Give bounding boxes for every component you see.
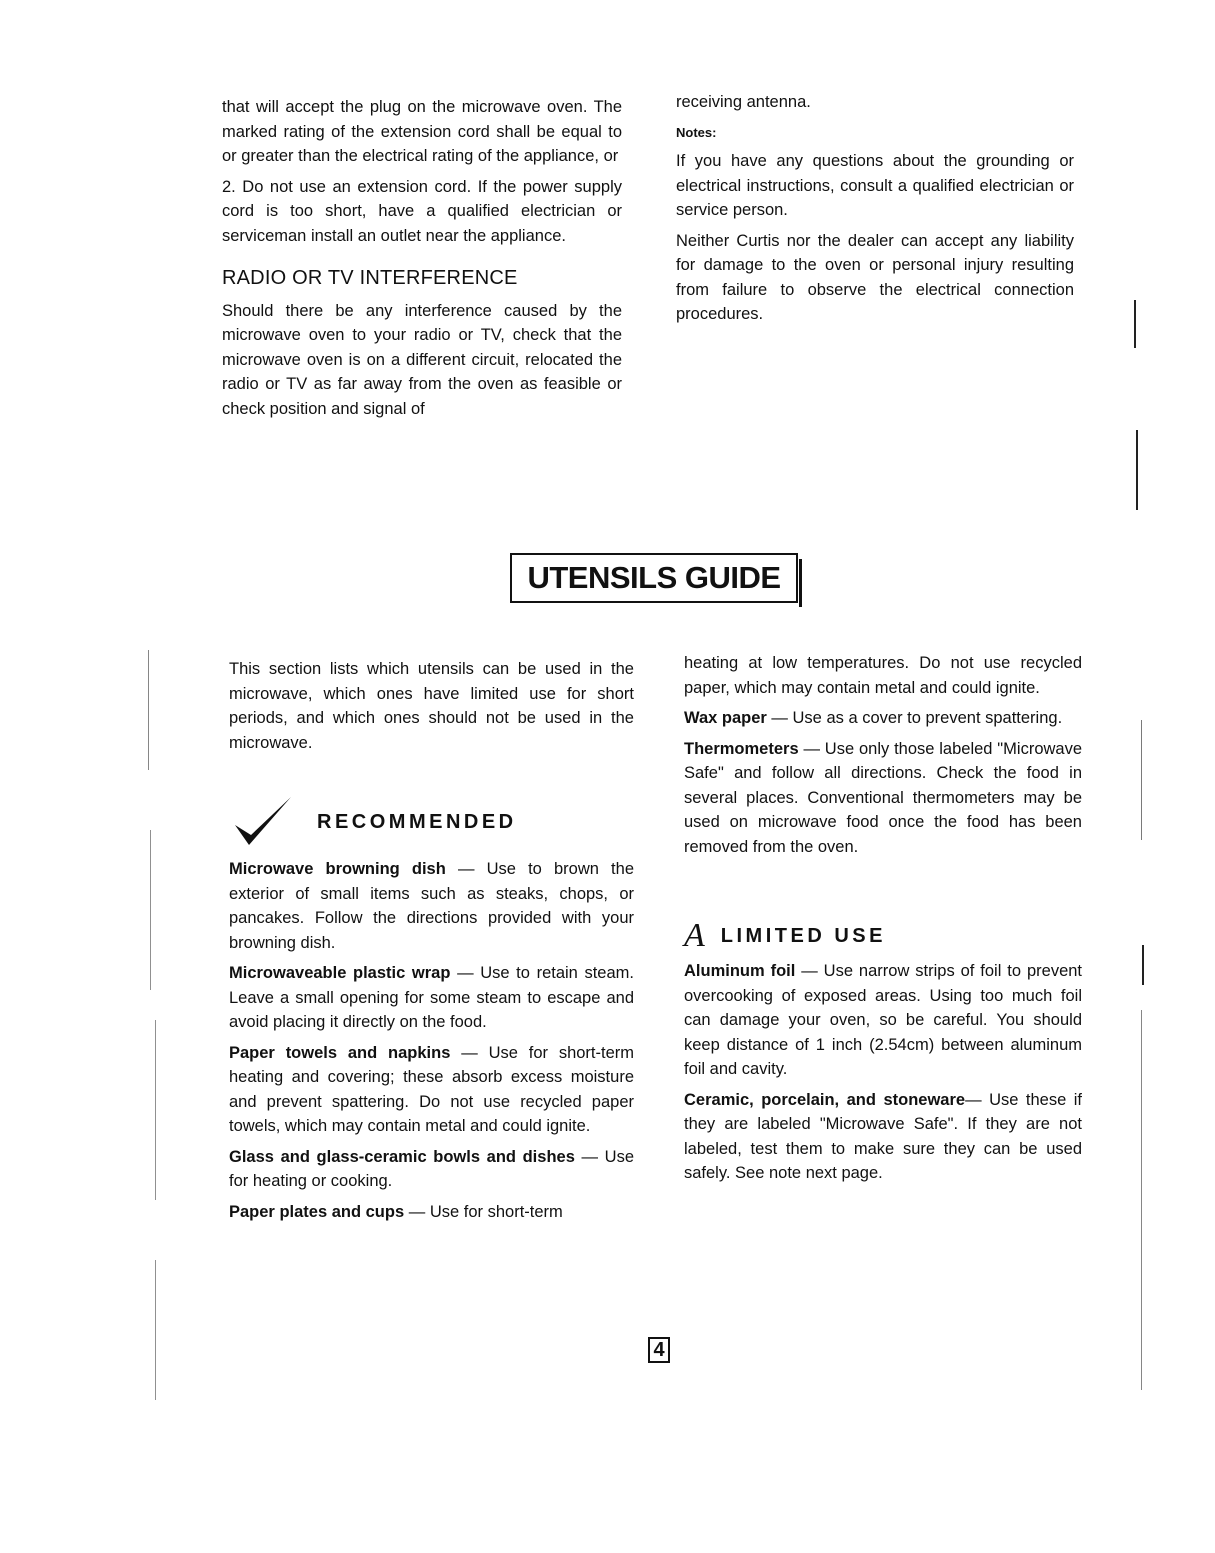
utensil-item (229, 857, 634, 955)
recommended-heading (229, 795, 634, 849)
utensil-description: Use only those labeled "Microwave Safe" and follow all directions. Check the food in several places. Conventional thermometers may be used on microwave food once the food has been removed from the oven. (684, 739, 1083, 856)
scan-artifact-mark (155, 1020, 156, 1200)
extension-cord-warning-text: 2. Do not use an extension cord. If the power supply cord is too short, have a qualified electrician or serviceman install an outlet near the appliance. (222, 177, 622, 245)
utensil-separator: — (445, 860, 487, 878)
utensil-separator: — (798, 739, 825, 758)
scan-artifact-mark (1134, 300, 1136, 348)
notes-label: Notes: (676, 124, 717, 140)
utensil-item (229, 961, 634, 1035)
scan-artifact-mark (1141, 1010, 1142, 1390)
utensil-description: Use these if they are labeled "Microwave Safe". If they are not labeled, test them to make sure they can be used safely. See note next page. (684, 1090, 1082, 1182)
utensil-separator: — (766, 709, 793, 727)
scan-artifact-mark (155, 1260, 156, 1400)
utensil-term: Microwave browning dish (229, 860, 446, 878)
grounding-questions-text: If you have any questions about the grounding or electrical instructions, consult a qualified electrician or service person. (676, 152, 1074, 219)
utensil-item (684, 1088, 1082, 1186)
utensils-guide-title-text: UTENSILS GUIDE (527, 560, 781, 595)
lower-right-column (684, 651, 1082, 1192)
utensil-term: Paper towels and napkins (229, 1043, 451, 1062)
limited-use-mark-icon: A (684, 917, 705, 954)
radio-tv-text: Should there be any interference caused by the microwave oven to your radio or TV, check that the microwave oven is on a different circuit, relocated the radio or TV as far away from the oven as feasible or check position and signal of (222, 301, 622, 418)
scan-artifact-mark (150, 830, 151, 990)
top-right-column (676, 90, 1074, 333)
utensil-item (229, 1041, 634, 1139)
scan-artifact-mark (148, 650, 149, 770)
liability-disclaimer-text: Neither Curtis nor the dealer can accept any liability for damage to the oven or personal injury resulting from failure to observe the electrical connection procedures. (676, 231, 1074, 323)
utensil-description: Use for short-term (429, 1202, 563, 1221)
utensil-separator: — (795, 962, 824, 980)
utensil-term: Paper plates and cups (229, 1202, 405, 1221)
receiving-antenna-text: receiving antenna. (676, 93, 811, 111)
top-left-column (222, 95, 622, 427)
utensil-term: Glass and glass-ceramic bowls and dishes (229, 1147, 575, 1166)
utensil-item (684, 737, 1082, 860)
utensil-description: Use to retain steam. Leave a small opening for some steam to escape and avoid placing it directly on the food. (229, 964, 634, 1031)
utensils-intro-text: This section lists which utensils can be used in the microwave, which ones have limited use for short periods, and which ones should not be used in the microwave. (229, 660, 634, 752)
utensil-term: Ceramic, porcelain, and stoneware (684, 1090, 966, 1109)
utensil-term: Wax paper (684, 709, 767, 727)
utensil-separator: — (450, 1043, 489, 1062)
utensil-description: Use for short-term heating and covering; these absorb excess moisture and prevent spattering. Do not use recycled paper towels, which may contain metal and could ignite. (229, 1043, 635, 1135)
limited-use-title: LIMITED USE (720, 924, 886, 947)
limited-use-heading (684, 917, 1082, 954)
lower-left-column (229, 657, 634, 1230)
scan-artifact-mark (1142, 945, 1144, 985)
scan-artifact-mark (1136, 430, 1138, 510)
checkmark-icon (229, 795, 299, 849)
utensil-item (684, 959, 1082, 1082)
utensil-description: Use to brown the exterior of small items such as steaks, chops, or pancakes. Follow the directions provided with your browning dish. (229, 860, 634, 952)
utensil-term: Microwaveable plastic wrap (229, 964, 451, 982)
recommended-title: RECOMMENDED (317, 810, 517, 833)
utensil-term: Aluminum foil (684, 962, 796, 980)
utensils-guide-title (510, 553, 798, 603)
utensil-item (229, 1145, 634, 1194)
utensil-separator: — (574, 1147, 605, 1166)
utensil-item (684, 706, 1082, 731)
utensil-description: Use for heating or cooking. (229, 1147, 635, 1190)
radio-tv-heading: RADIO OR TV INTERFERENCE (222, 267, 518, 289)
utensil-separator: — (450, 964, 481, 982)
utensil-description: Use narrow strips of foil to prevent overcooking of exposed areas. Using too much foil can damage your oven, so be careful. You should keep distance of 1 inch (2.54cm) between aluminum foil and cavity. (684, 962, 1083, 1078)
page-number (648, 1337, 670, 1363)
utensil-item (229, 1200, 634, 1225)
page-number-text: 4 (653, 1338, 665, 1361)
utensil-description: Use as a cover to prevent spattering. (792, 709, 1063, 727)
utensil-separator: — (965, 1090, 990, 1109)
extension-cord-rating-text: that will accept the plug on the microwave oven. The marked rating of the extension cord shall be equal to or greater than the electrical rating of the appliance, or (222, 98, 622, 165)
utensil-separator: — (404, 1202, 430, 1221)
paper-plates-continued-text: heating at low temperatures. Do not use recycled paper, which may contain metal and could ignite. (684, 654, 1082, 697)
scan-artifact-mark (1141, 720, 1142, 840)
utensil-term: Thermometers (684, 739, 799, 758)
